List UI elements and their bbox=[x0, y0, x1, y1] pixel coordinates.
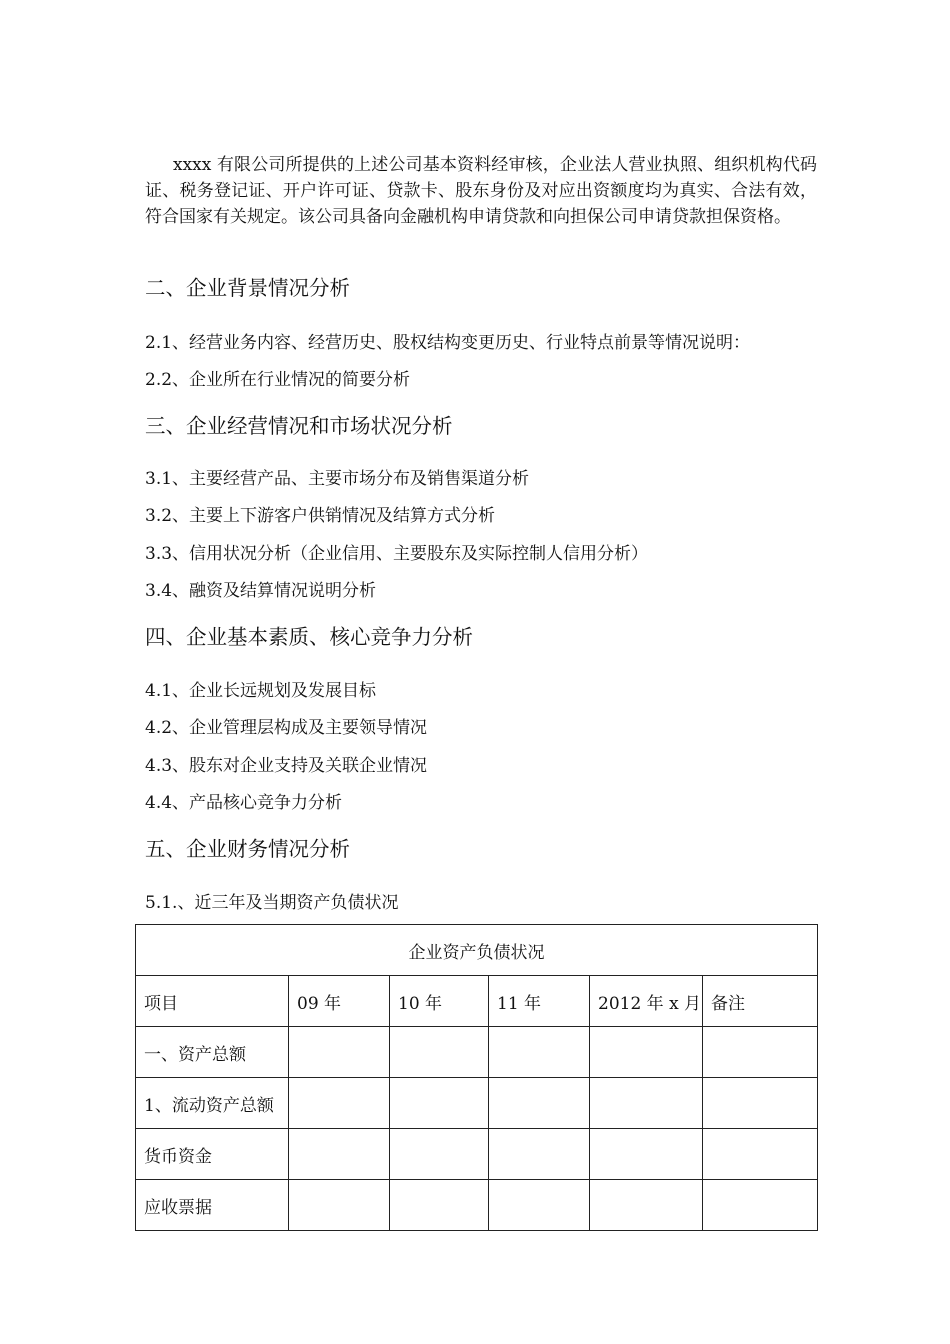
header-2011: 11 年 bbox=[489, 976, 590, 1027]
table-row bbox=[136, 1027, 818, 1078]
section-3-3-item: 3.3、信用状况分析（企业信用、主要股东及实际控制人信用分析） bbox=[145, 544, 649, 564]
section-5-heading: 五、企业财务情况分析 bbox=[145, 837, 350, 861]
table-cell bbox=[590, 1180, 703, 1231]
section-3-heading: 三、企业经营情况和市场状况分析 bbox=[145, 414, 453, 438]
intro-paragraph: xxxx 有限公司所提供的上述公司基本资料经审核，企业法人营业执照、组织机构代码证、税务登记证、开户许可证、贷款卡、股东身份及对应出资额度均为真实、合法有效，符合国家有关规定。该公司具备向金融机构申请贷款和向担保公司申请贷款担保资格。 bbox=[145, 155, 817, 227]
table-cell bbox=[289, 1129, 390, 1180]
section-4-heading: 四、企业基本素质、核心竞争力分析 bbox=[145, 625, 473, 649]
header-2010: 10 年 bbox=[390, 976, 489, 1027]
table-header-row bbox=[136, 976, 818, 1027]
section-4-2-item: 4.2、企业管理层构成及主要领导情况 bbox=[145, 718, 428, 738]
table-caption: 企业资产负债状况 bbox=[136, 925, 818, 976]
table-cell bbox=[703, 1180, 818, 1231]
table-cell bbox=[703, 1129, 818, 1180]
row-label: 货币资金 bbox=[136, 1129, 289, 1180]
table-cell bbox=[590, 1078, 703, 1129]
table-cell bbox=[489, 1180, 590, 1231]
header-2009: 09 年 bbox=[289, 976, 390, 1027]
table-cell bbox=[390, 1180, 489, 1231]
section-4-4-item: 4.4、产品核心竞争力分析 bbox=[145, 793, 343, 813]
table-cell bbox=[590, 1129, 703, 1180]
table-row bbox=[136, 1129, 818, 1180]
section-3-1-item: 3.1、主要经营产品、主要市场分布及销售渠道分析 bbox=[145, 469, 530, 489]
section-4-3-item: 4.3、股东对企业支持及关联企业情况 bbox=[145, 756, 428, 776]
table-row bbox=[136, 1180, 818, 1231]
section-3-4-item: 3.4、融资及结算情况说明分析 bbox=[145, 581, 377, 601]
table-cell bbox=[590, 1027, 703, 1078]
table-cell bbox=[289, 1180, 390, 1231]
header-remarks: 备注 bbox=[703, 976, 818, 1027]
header-2012: 2012 年 x 月 bbox=[590, 976, 703, 1027]
table-cell bbox=[489, 1027, 590, 1078]
table-cell bbox=[489, 1078, 590, 1129]
table-row bbox=[136, 1078, 818, 1129]
section-3-2-item: 3.2、主要上下游客户供销情况及结算方式分析 bbox=[145, 506, 496, 526]
table-caption-row bbox=[136, 925, 818, 976]
table-cell bbox=[390, 1027, 489, 1078]
row-label: 一、资产总额 bbox=[136, 1027, 289, 1078]
section-2-2-item: 2.2、企业所在行业情况的简要分析 bbox=[145, 370, 411, 390]
table-cell bbox=[703, 1027, 818, 1078]
section-5-1-item: 5.1.、近三年及当期资产负债状况 bbox=[145, 893, 399, 913]
section-2-heading: 二、企业背景情况分析 bbox=[145, 276, 350, 300]
table-cell bbox=[289, 1078, 390, 1129]
section-2-1-item: 2.1、经营业务内容、经营历史、股权结构变更历史、行业特点前景等情况说明： bbox=[145, 333, 751, 353]
balance-sheet-table bbox=[135, 924, 818, 1231]
table-cell bbox=[390, 1129, 489, 1180]
row-label: 1、流动资产总额 bbox=[136, 1078, 289, 1129]
section-4-1-item: 4.1、企业长远规划及发展目标 bbox=[145, 681, 377, 701]
row-label: 应收票据 bbox=[136, 1180, 289, 1231]
table-cell bbox=[289, 1027, 390, 1078]
header-item: 项目 bbox=[136, 976, 289, 1027]
table-cell bbox=[703, 1078, 818, 1129]
table-cell bbox=[489, 1129, 590, 1180]
table-cell bbox=[390, 1078, 489, 1129]
